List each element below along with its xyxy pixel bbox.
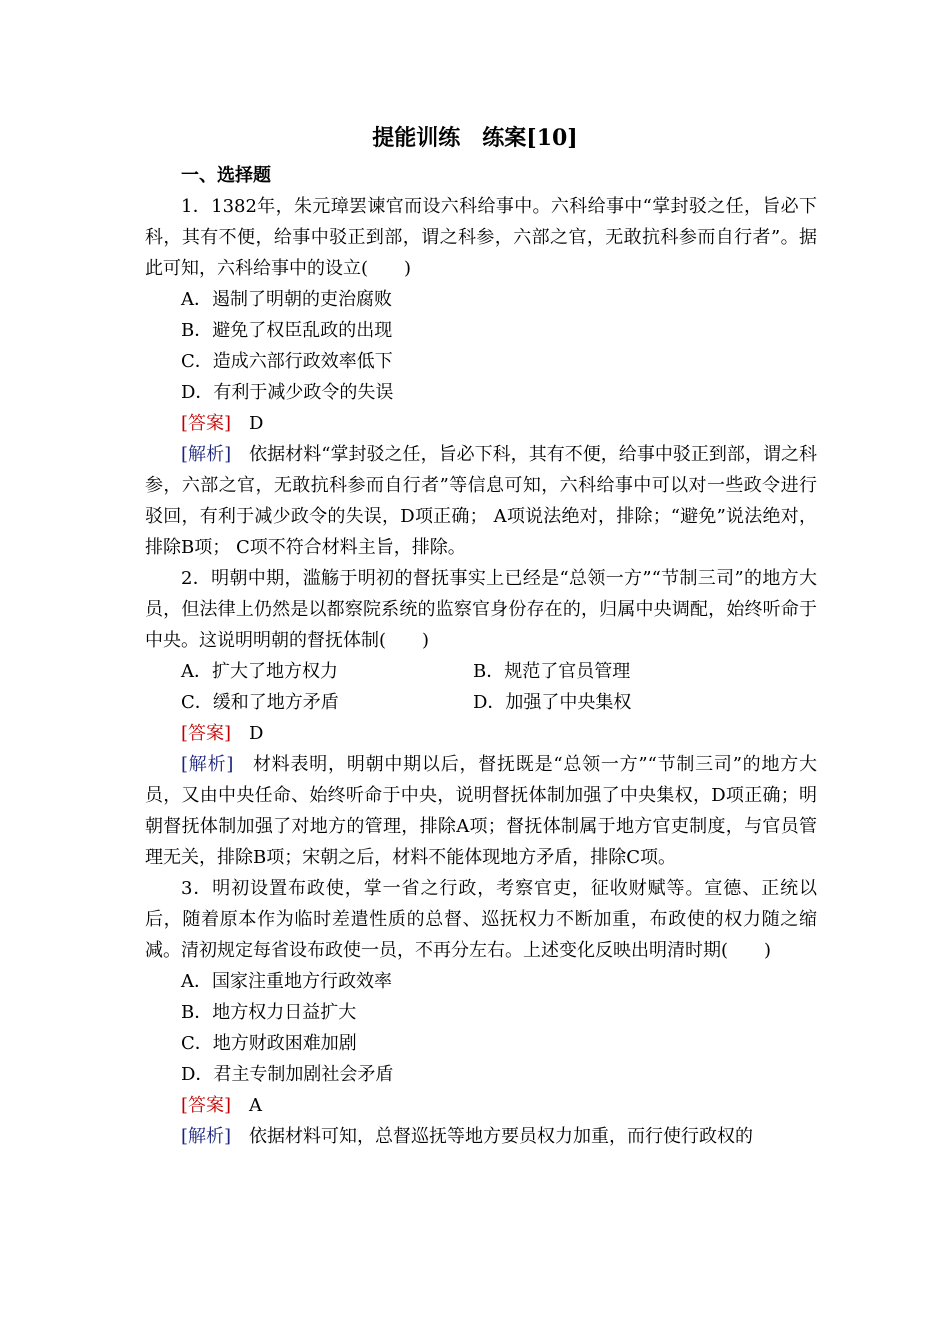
q1-option-d: D．有利于减少政令的失误 — [181, 382, 394, 403]
q2-option-a: A．扩大了地方权力 — [181, 661, 338, 682]
q1-option-a: A．遏制了明朝的吏治腐败 — [181, 289, 392, 310]
answer-tag: [答案] — [181, 413, 232, 434]
q2-options-row-2 — [145, 687, 817, 718]
q3-stem: 3．明初设置布政使，掌一省之行政，考察官吏，征收财赋等。宣德、正统以后，随着原本作为临时差遣性质的总督、巡抚权力不断加重，布政使的权力随之缩减。清初规定每省设布政使一员，不再分左右。上述变化反映出明清时期( ) — [145, 878, 817, 961]
answer-tag: [答案] — [181, 723, 232, 744]
q3-answer — [145, 1090, 817, 1121]
q3-analysis — [145, 1121, 817, 1152]
q3-option-a: A．国家注重地方行政效率 — [181, 971, 392, 992]
analysis-tag: [解析] — [181, 754, 234, 775]
q2-stem: 2．明朝中期，滥觞于明初的督抚事实上已经是“总领一方”“节制三司”的地方大员，但法律上仍然是以都察院系统的监察官身份存在的，归属中央调配，始终听命于中央。这说明明朝的督抚体制( ) — [145, 568, 817, 651]
q2-options-row-1 — [145, 656, 817, 687]
q2-answer-value: D — [249, 723, 264, 744]
q3-option-b: B．地方权力日益扩大 — [181, 1002, 357, 1023]
q3-answer-value: A — [249, 1095, 263, 1116]
q1-analysis-text: 依据材料“掌封驳之任，旨必下科，其有不便，给事中驳正到部，谓之科参，六部之官，无敢抗科参而自行者”等信息可知，六科给事中可以对一些政令进行驳回，有利于减少政令的失误，D项正确； A项说法绝对，排除；“避免”说法绝对，排除B项； C项不符合材料主旨，排除。 — [145, 444, 818, 558]
q2-option-d: D．加强了中央集权 — [473, 692, 632, 713]
analysis-tag: [解析] — [181, 1126, 232, 1147]
q2-answer — [145, 718, 817, 749]
q2-option-c: C．缓和了地方矛盾 — [181, 692, 339, 713]
q1-analysis — [145, 439, 817, 563]
q2-option-b: B．规范了官员管理 — [473, 661, 631, 682]
q1-stem: 1．1382年，朱元璋罢谏官而设六科给事中。六科给事中“掌封驳之任，旨必下科，其有不便，给事中驳正到部，谓之科参，六部之官，无敢抗科参而自行者”。据此可知，六科给事中的设立( ) — [145, 196, 817, 279]
q1-answer — [145, 408, 817, 439]
page-title: 提能训练 练案[10] — [372, 125, 578, 151]
q3-option-c: C．地方财政困难加剧 — [181, 1033, 357, 1054]
questions-section — [145, 160, 817, 1152]
q2-analysis-text: 材料表明，明朝中期以后，督抚既是“总领一方”“节制三司”的地方大员，又由中央任命、始终听命于中央，说明督抚体制加强了中央集权，D项正确；明朝督抚体制加强了对地方的管理，排除A项；督抚体制属于地方官吏制度，与官员管理无关，排除B项；宋朝之后，材料不能体现地方矛盾，排除C项。 — [145, 754, 818, 868]
analysis-tag: [解析] — [181, 444, 232, 465]
q3-analysis-text: 依据材料可知，总督巡抚等地方要员权力加重，而行使行政权的 — [249, 1126, 754, 1147]
q2-analysis — [145, 749, 817, 873]
q1-option-c: C．造成六部行政效率低下 — [181, 351, 393, 372]
q1-option-b: B．避免了权臣乱政的出现 — [181, 320, 393, 341]
q3-option-d: D．君主专制加剧社会矛盾 — [181, 1064, 394, 1085]
answer-tag: [答案] — [181, 1095, 232, 1116]
q1-answer-value: D — [249, 413, 264, 434]
section-heading: 一、选择题 — [181, 165, 271, 186]
